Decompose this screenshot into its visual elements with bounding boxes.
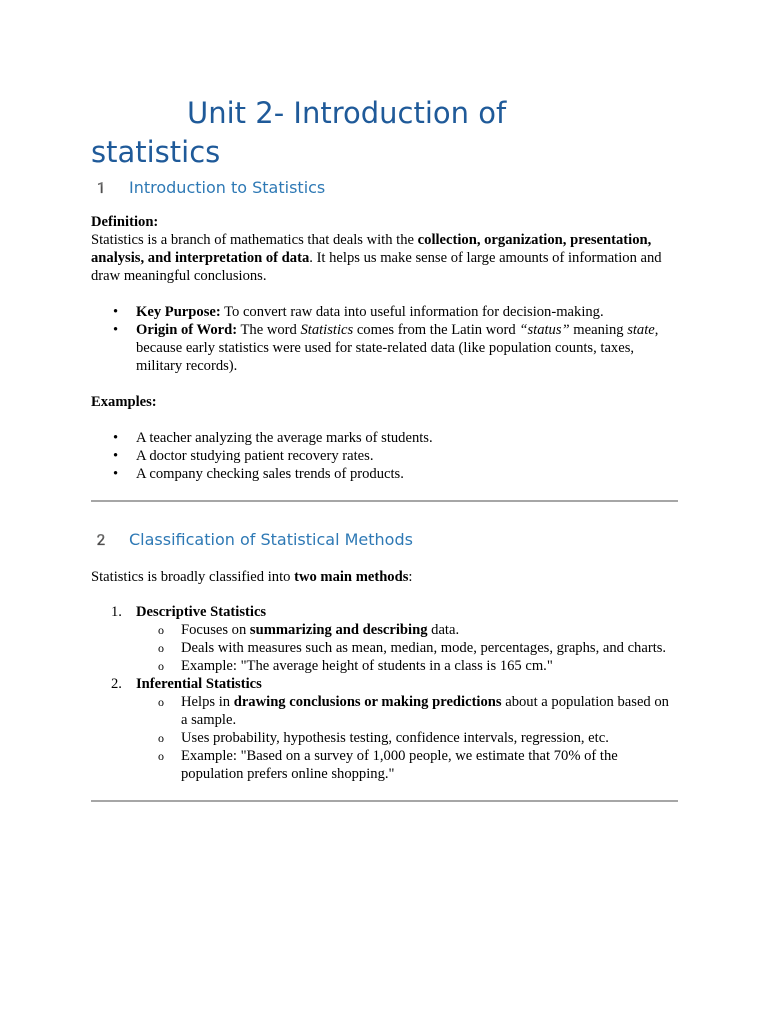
section-1-title: Introduction to Statistics [129,178,326,197]
method-title: Descriptive Statistics [136,604,267,620]
definition-text: Statistics is a branch of mathematics that deals with the collection, organization, presentation, analysis, and interpretation of data. It helps us make sense of large amounts of information and draw meaningful conclusions. [91,232,662,284]
method-title: Inferential Statistics [136,676,262,692]
section-2-number: 2️ [91,530,111,549]
list-item: 1. Descriptive Statistics o Focuses on summarizing and describing data. o Deals with measures such as mean, median, mode, percentages, graphs, and charts. o Example: "The average height of students in a class is 165 cm." [91,603,678,675]
title-line-2: statistics [91,135,221,169]
list-item: • Key Purpose: To convert raw data into useful information for decision-making. [91,303,678,321]
list-item: o Helps in drawing conclusions or making predictions about a population based on a sample. [136,693,678,729]
examples-list [91,429,678,483]
section-1-number: 1️ [91,178,111,197]
list-item: • A company checking sales trends of products. [91,465,678,483]
section-2-title: Classification of Statistical Methods [129,530,413,549]
list-item: o Focuses on summarizing and describing data. [136,621,678,639]
document-page [91,94,678,802]
list-item: 2. Inferential Statistics o Helps in drawing conclusions or making predictions about a population based on a sample. o Uses probability, hypothesis testing, confidence intervals, regression, etc. o Example: "Based on a survey of 1,000 people, we estimate that 70% of the population prefers online shopping." [91,675,678,783]
classification-intro: Statistics is broadly classified into two main methods: [91,569,413,585]
divider [91,500,678,502]
list-item: o Example: "The average height of students in a class is 165 cm." [136,657,678,675]
section-2-heading [91,529,678,551]
list-item: o Deals with measures such as mean, median, mode, percentages, graphs, and charts. [136,639,678,657]
title-line-1: Unit 2- Introduction of [187,96,507,130]
list-item: o Uses probability, hypothesis testing, confidence intervals, regression, etc. [136,729,678,747]
list-item: • A teacher analyzing the average marks of students. [91,429,678,447]
divider [91,800,678,802]
page-title [91,94,678,172]
list-item: • A doctor studying patient recovery rates. [91,447,678,465]
examples-label: Examples: [91,394,157,410]
list-item: o Example: "Based on a survey of 1,000 people, we estimate that 70% of the population prefers online shopping." [136,747,678,783]
list-item: • Origin of Word: The word Statistics comes from the Latin word “status” meaning state, because early statistics were used for state-related data (like population counts, taxes, military records). [91,321,678,375]
sub-list [136,693,678,783]
section-1-heading [91,177,678,199]
key-points-list [91,303,678,375]
sub-list [136,621,678,675]
definition-label: Definition: [91,214,159,230]
methods-list [91,603,678,783]
